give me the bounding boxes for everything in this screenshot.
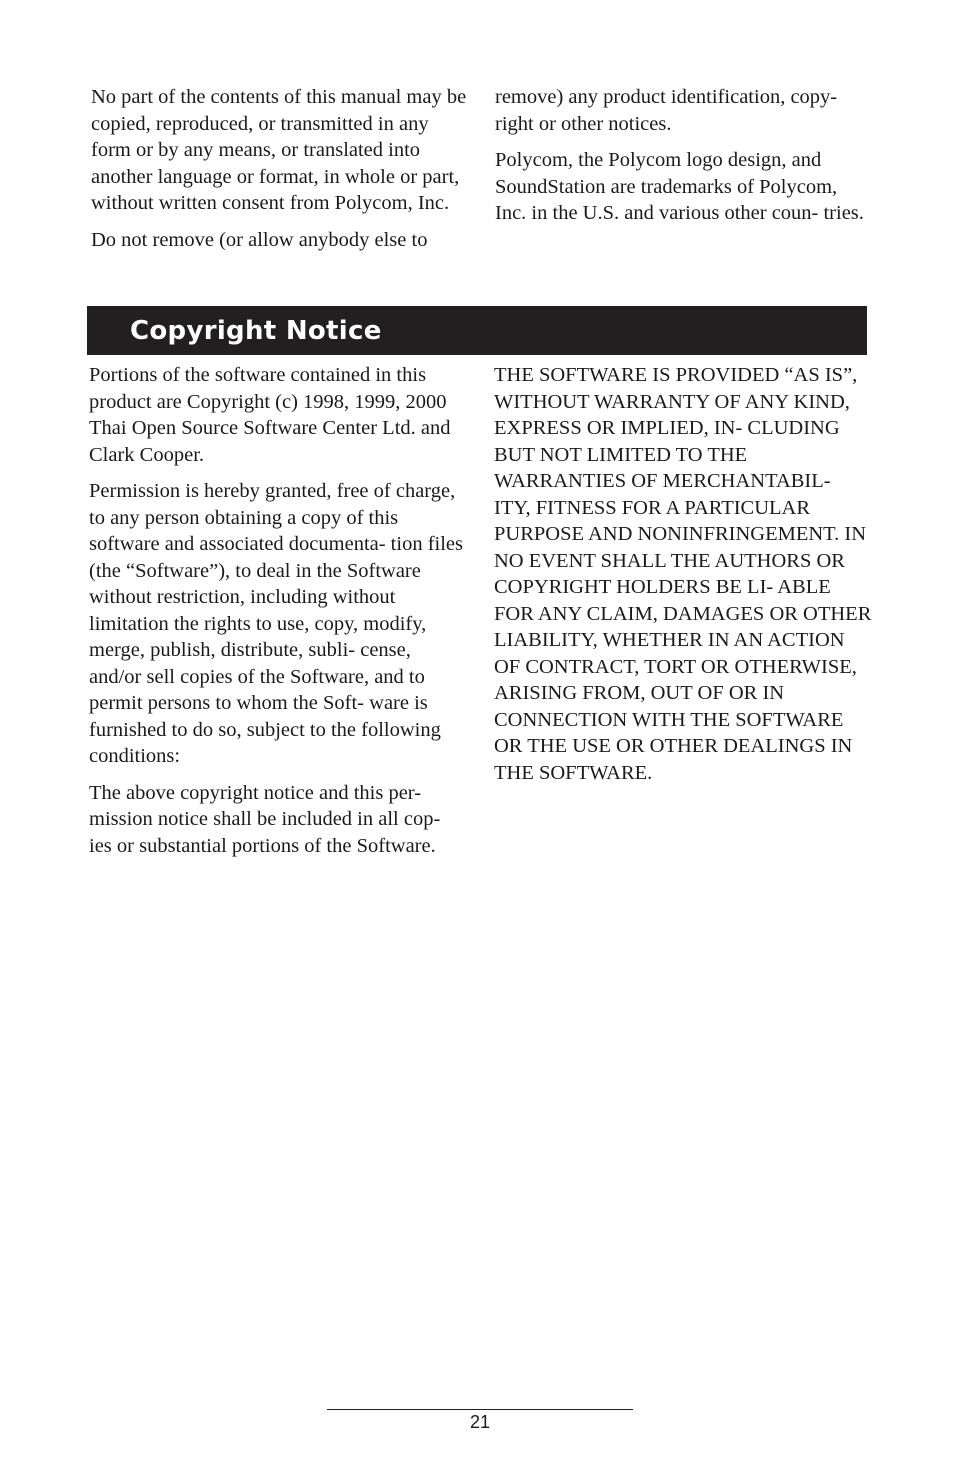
page-number: 21 <box>469 1412 491 1432</box>
intro-right-column <box>495 84 870 227</box>
copyright-paragraph: Portions of the software contained in this product are Copyright (c) 1998, 1999, 2000 Thai Open Source Software Center Ltd. and Clark Cooper. <box>89 364 451 466</box>
copyright-left-column <box>89 362 464 859</box>
footer-divider <box>327 1409 633 1410</box>
notice-paragraph: The above copyright notice and this per- mission notice shall be included in all cop- ies or substantial portions of the Software. <box>89 781 441 857</box>
intro-paragraph: Do not remove (or allow anybody else to <box>91 228 428 251</box>
section-header-bar <box>87 306 867 355</box>
permission-paragraph: Permission is hereby granted, free of charge, to any person obtaining a copy of this software and associated documenta- tion files (the “Software”), to deal in the Software without restriction, including without limitation the rights to use, copy, modify, merge, publish, distribute, subli- cense, and/or sell copies of the Software, and to permit persons to whom the Soft- ware is furnished to do so, subject to the following conditions: <box>89 480 463 767</box>
intro-paragraph: No part of the contents of this manual may be copied, reproduced, or transmitted in any form or by any means, or translated into another language or format, in whole or part, without written consent from Polycom, Inc. <box>91 86 467 214</box>
copyright-right-column <box>494 362 872 786</box>
trademark-paragraph: Polycom, the Polycom logo design, and SoundStation are trademarks of Polycom, Inc. in the U.S. and various other coun- tries. <box>495 149 864 224</box>
intro-left-column <box>91 84 469 253</box>
warranty-disclaimer-paragraph: THE SOFTWARE IS PROVIDED “AS IS”, WITHOUT WARRANTY OF ANY KIND, EXPRESS OR IMPLIED, IN- CLUDING BUT NOT LIMITED TO THE WARRANTIES OF MERCHANTABIL- ITY, FITNESS FOR A PARTICULAR PURPOSE AND NONINFRINGEMENT. IN NO EVENT SHALL THE AUTHORS OR COPYRIGHT HOLDERS BE LI- ABLE FOR ANY CLAIM, DAMAGES OR OTHER LIABILITY, WHETHER IN AN ACTION OF CONTRACT, TORT OR OTHERWISE, ARISING FROM, OUT OF OR IN CONNECTION WITH THE SOFTWARE OR THE USE OR OTHER DEALINGS IN THE SOFTWARE. <box>494 364 872 784</box>
section-title: Copyright Notice <box>130 316 382 346</box>
intro-paragraph: remove) any product identification, copy- right or other notices. <box>495 86 838 135</box>
